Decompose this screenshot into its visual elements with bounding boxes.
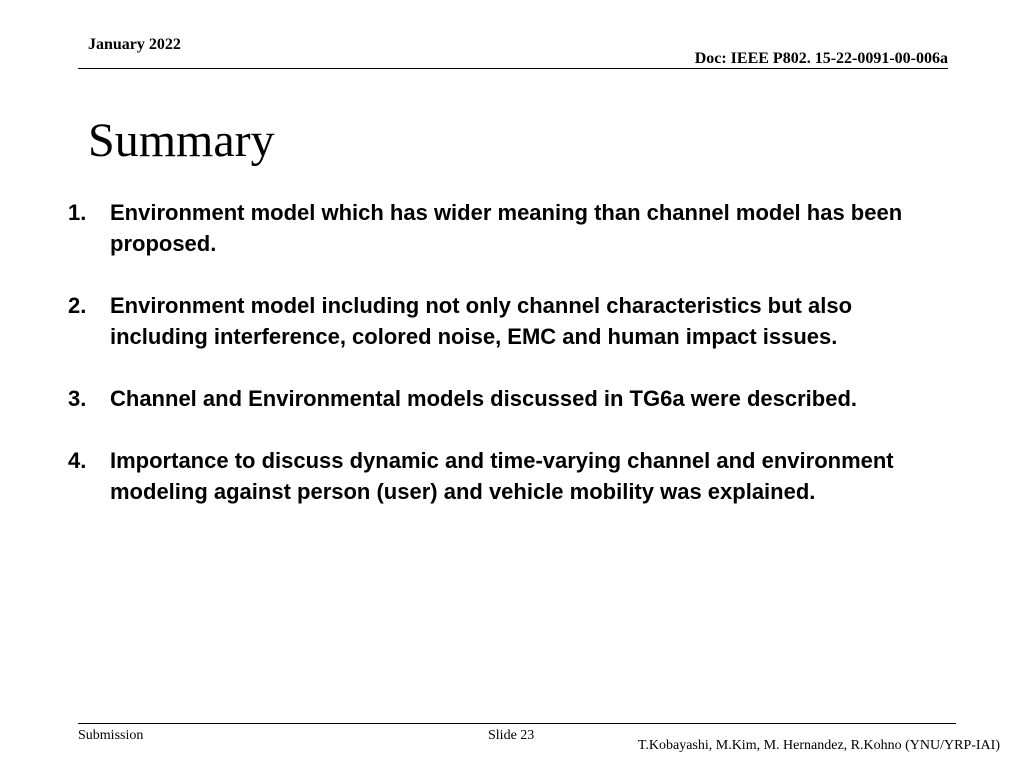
list-item-text: Environment model which has wider meaning than channel model has been proposed. bbox=[110, 200, 903, 256]
footer-submission: Submission bbox=[78, 728, 144, 743]
list-item bbox=[68, 290, 948, 352]
list-item-number: 1. bbox=[68, 200, 87, 225]
list-item-number: 3. bbox=[68, 386, 87, 411]
footer-slide-number: Slide 23 bbox=[488, 728, 535, 743]
summary-list bbox=[68, 197, 948, 538]
footer-divider bbox=[78, 723, 956, 724]
list-item-text: Importance to discuss dynamic and time-varying channel and environment modeling against person (user) and vehicle mobility was explained. bbox=[110, 448, 894, 504]
list-item-text: Environment model including not only channel characteristics but also including interference, colored noise, EMC and human impact issues. bbox=[110, 293, 853, 349]
list-item bbox=[68, 445, 948, 507]
header-date: January 2022 bbox=[88, 36, 181, 53]
list-item-text: Channel and Environmental models discussed in TG6a were described. bbox=[110, 386, 857, 411]
list-item bbox=[68, 197, 948, 259]
header-divider bbox=[78, 68, 948, 69]
footer-authors: T.Kobayashi, M.Kim, M. Hernandez, R.Kohno (YNU/YRP-IAI) bbox=[637, 738, 1000, 753]
list-item-number: 4. bbox=[68, 448, 87, 473]
list-item bbox=[68, 383, 948, 414]
list-item-number: 2. bbox=[68, 293, 87, 318]
header-doc-id: Doc: IEEE P802. 15-22-0091-00-006a bbox=[694, 50, 948, 67]
slide-title: Summary bbox=[88, 114, 275, 168]
